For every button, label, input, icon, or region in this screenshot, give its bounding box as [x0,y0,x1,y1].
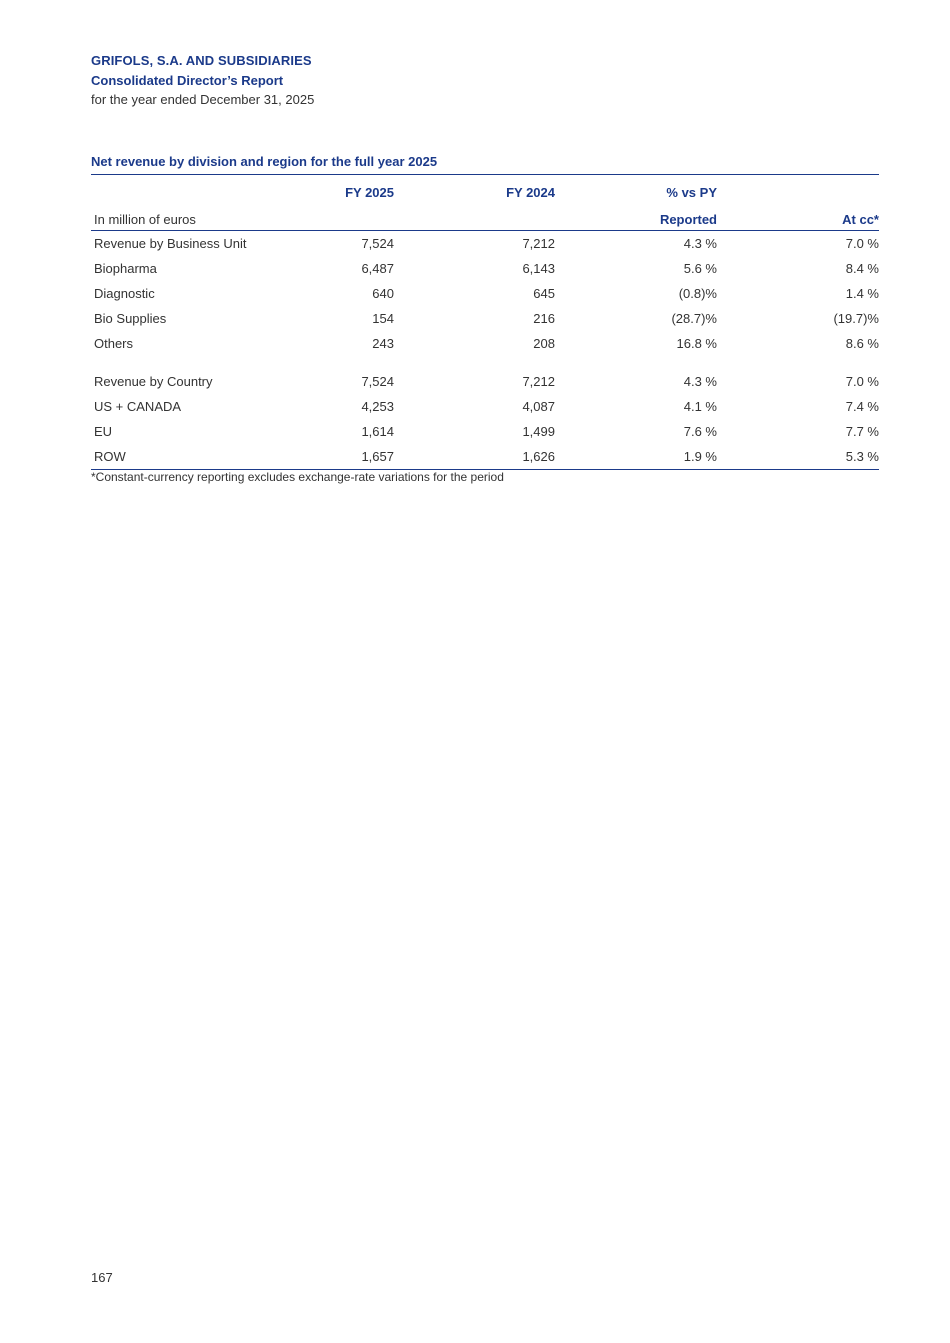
cell-at-cc: (19.7)% [833,311,879,326]
cell-reported: 7.6 % [683,424,717,439]
table-row [91,394,879,419]
cell-reported: 4.3 % [683,236,717,251]
cell-reported: 16.8 % [676,336,717,351]
cell-fy2025: 154 [372,311,394,326]
header-at-cc: At cc* [842,212,879,227]
cell-fy2025: 6,487 [361,261,394,276]
table-row [91,419,879,444]
table-header-row-2 [91,203,879,231]
row-label: ROW [94,449,126,464]
cell-fy2024: 4,087 [522,399,555,414]
row-label: Diagnostic [94,286,155,301]
cell-fy2025: 4,253 [361,399,394,414]
cell-reported: (0.8)% [678,286,717,301]
header-empty-2 [717,175,879,204]
cell-fy2025: 1,614 [361,424,394,439]
table-row [91,256,879,281]
row-label: EU [94,424,113,439]
company-name: GRIFOLS, S.A. AND SUBSIDIARIES [91,53,312,68]
header-vs-py: % vs PY [666,185,717,200]
table-footnote: *Constant-currency reporting excludes exchange-rate variations for the period [91,470,504,484]
report-title: Consolidated Director’s Report [91,73,284,88]
header-empty-3 [311,203,394,231]
table-row [91,444,879,470]
cell-reported: 4.1 % [683,399,717,414]
table-row [91,306,879,331]
row-label: Revenue by Country [94,374,213,389]
section-spacer [91,356,879,369]
revenue-table [91,174,879,470]
cell-at-cc: 1.4 % [845,286,879,301]
row-label: US + CANADA [94,399,182,414]
cell-fy2025: 7,524 [361,236,394,251]
row-label: Biopharma [94,261,157,276]
cell-reported: 5.6 % [683,261,717,276]
cell-fy2025: 1,657 [361,449,394,464]
table-row [91,369,879,394]
business-unit-section [91,231,879,357]
cell-fy2024: 6,143 [522,261,555,276]
cell-at-cc: 7.7 % [845,424,879,439]
cell-fy2024: 1,626 [522,449,555,464]
cell-reported: 4.3 % [683,374,717,389]
header-unit: In million of euros [94,212,196,227]
report-period: for the year ended December 31, 2025 [91,92,315,107]
cell-at-cc: 7.0 % [845,236,879,251]
table-header-row-1 [91,175,879,204]
cell-at-cc: 8.6 % [845,336,879,351]
table-title: Net revenue by division and region for the full year 2025 [91,154,438,169]
page-number: 167 [91,1270,113,1285]
cell-fy2025: 243 [372,336,394,351]
table-row [91,281,879,306]
cell-fy2024: 645 [533,286,555,301]
header-fy2024: FY 2024 [506,185,555,200]
country-section [91,369,879,470]
table-row [91,331,879,356]
revenue-table-container [91,174,879,470]
cell-fy2024: 1,499 [522,424,555,439]
cell-fy2025: 7,524 [361,374,394,389]
cell-reported: 1.9 % [683,449,717,464]
cell-at-cc: 7.0 % [845,374,879,389]
cell-fy2025: 640 [372,286,394,301]
row-label: Others [94,336,134,351]
table-row [91,231,879,257]
header-empty [91,175,311,204]
cell-at-cc: 7.4 % [845,399,879,414]
document-header [91,53,314,107]
header-fy2025: FY 2025 [345,185,394,200]
cell-reported: (28.7)% [671,311,717,326]
cell-at-cc: 8.4 % [845,261,879,276]
cell-at-cc: 5.3 % [845,449,879,464]
header-reported: Reported [659,212,717,227]
cell-fy2024: 7,212 [522,374,555,389]
cell-fy2024: 7,212 [522,236,555,251]
cell-fy2024: 216 [533,311,555,326]
row-label: Revenue by Business Unit [94,236,247,251]
cell-fy2024: 208 [533,336,555,351]
header-empty-4 [394,203,555,231]
row-label: Bio Supplies [94,311,167,326]
